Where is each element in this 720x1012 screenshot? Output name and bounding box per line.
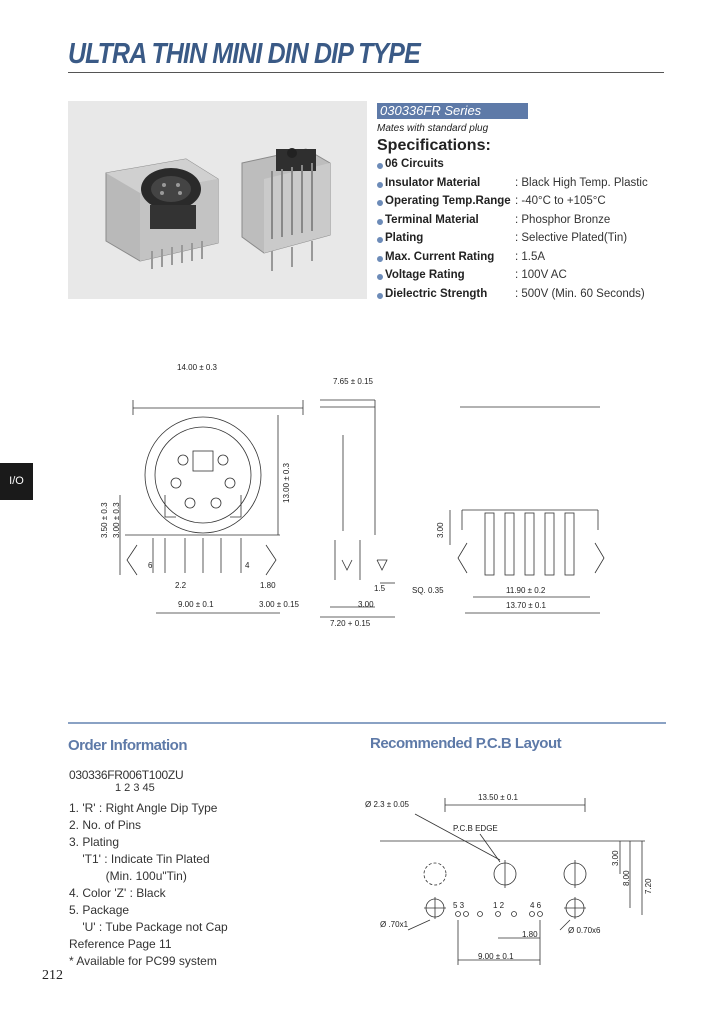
spec-value: : 500V (Min. 60 Seconds)	[515, 287, 645, 300]
order-line: 3. Plating	[69, 835, 120, 849]
page-title: ULTRA THIN MINI DIN DIP TYPE	[68, 38, 420, 70]
dim-pitch-a: 2.2	[175, 581, 187, 590]
pin-label-6: 6	[148, 561, 153, 570]
dim-depth: 7.65 ± 0.15	[333, 377, 373, 386]
section-divider	[68, 722, 666, 724]
spec-value: : Phosphor Bronze	[515, 213, 611, 226]
section-tab-io: I/O	[0, 463, 33, 500]
dim-height: 13.00 ± 0.3	[282, 463, 291, 503]
order-line: (Min. 100u"Tin)	[69, 869, 187, 883]
spec-label: Max. Current Rating	[385, 250, 495, 263]
spec-label: Terminal Material	[385, 213, 479, 226]
pcb-layout-drawing	[360, 780, 680, 970]
spec-label: Insulator Material	[385, 176, 481, 189]
pcb-dim-v2: 8.00	[622, 870, 631, 886]
pcb-pins-mid: 1 2	[493, 901, 505, 910]
bullet-icon	[377, 237, 383, 243]
bullet-icon	[377, 200, 383, 206]
dim-side-depth: 7.20 + 0.15	[330, 619, 371, 628]
dim-lead: 1.5	[374, 584, 386, 593]
dim-edge-offset: 3.00 ± 0.15	[259, 600, 299, 609]
order-line: 'T1' : Indicate Tin Plated	[69, 852, 210, 866]
order-part-number: 030336FR006T100ZU	[69, 768, 184, 782]
spec-label: Voltage Rating	[385, 269, 465, 281]
dim-pin-span: 9.00 ± 0.1	[178, 600, 214, 609]
dim-pitch-b: 1.80	[260, 581, 276, 590]
pcb-layout-heading: Recommended P.C.B Layout	[370, 735, 562, 752]
dim-pin-square: SQ. 0.35	[412, 586, 444, 595]
pcb-dia-mount: Ø 2.3 ± 0.05	[365, 800, 409, 809]
order-line: 2. No. of Pins	[69, 818, 142, 832]
technical-drawing	[0, 355, 720, 635]
dim-rear-width-a: 11.90 ± 0.2	[506, 586, 546, 595]
spec-value: : Selective Plated(Tin)	[515, 232, 628, 244]
bullet-icon	[377, 163, 383, 169]
dim-pin-offset-a: 3.50 ± 0.3	[100, 502, 109, 538]
dim-width: 14.00 ± 0.3	[177, 363, 217, 372]
specifications-heading: Specifications:	[377, 137, 491, 154]
bullet-icon	[377, 219, 383, 225]
bullet-icon	[377, 293, 383, 299]
spec-label: Dielectric Strength	[385, 287, 488, 300]
pcb-dim-v3: 7.20	[644, 878, 653, 894]
pcb-dia-small: Ø .70x1	[380, 920, 409, 929]
drawing-lines	[0, 355, 720, 635]
pcb-dia-pins: Ø 0.70x6	[568, 926, 601, 935]
order-line: Reference Page 11	[69, 937, 172, 951]
bullet-icon	[377, 256, 383, 262]
pcb-pins-left: 5 3	[453, 901, 465, 910]
series-label: 030336FR Series	[377, 103, 528, 119]
page-number: 212	[42, 968, 63, 983]
spec-label: Operating Temp.Range	[385, 195, 511, 207]
dim-rear-width-b: 13.70 ± 0.1	[506, 601, 546, 610]
title-divider	[68, 72, 664, 73]
spec-value: : Black High Temp. Plastic	[515, 176, 648, 189]
order-line: 4. Color 'Z' : Black	[69, 886, 166, 900]
spec-value: : 100V AC	[515, 269, 567, 281]
dim-side-offset: 3.00	[358, 600, 374, 609]
spec-label: 06 Circuits	[385, 158, 444, 170]
order-line: 'U' : Tube Package not Cap	[69, 920, 228, 934]
dim-rear-height: 3.00	[436, 522, 445, 538]
pcb-pin-span: 9.00 ± 0.1	[478, 952, 514, 961]
pcb-pins-right: 4 6	[530, 901, 542, 910]
order-info-heading: Order Information	[68, 737, 188, 754]
pin-label-4: 4	[245, 561, 250, 570]
pcb-dim-v1: 3.00	[611, 850, 620, 866]
pcb-edge-label: P.C.B EDGE	[453, 824, 498, 833]
bullet-icon	[377, 274, 383, 280]
bullet-icon	[377, 182, 383, 188]
order-line: * Available for PC99 system	[69, 954, 217, 968]
connector-photo-graphic	[68, 101, 367, 299]
spec-value: : -40°C to +105°C	[515, 195, 606, 207]
product-photo	[68, 101, 367, 299]
pcb-pitch: 1.80	[522, 930, 538, 939]
order-line: 1. 'R' : Right Angle Dip Type	[69, 801, 218, 815]
mates-note: Mates with standard plug	[377, 123, 489, 134]
pcb-width-outer: 13.50 ± 0.1	[478, 793, 518, 802]
spec-value: : 1.5A	[515, 250, 546, 263]
spec-label: Plating	[385, 232, 424, 244]
order-indices: 1 2 3 45	[115, 782, 155, 794]
dim-pin-offset-b: 3.00 ± 0.3	[112, 502, 121, 538]
order-line: 5. Package	[69, 903, 130, 917]
